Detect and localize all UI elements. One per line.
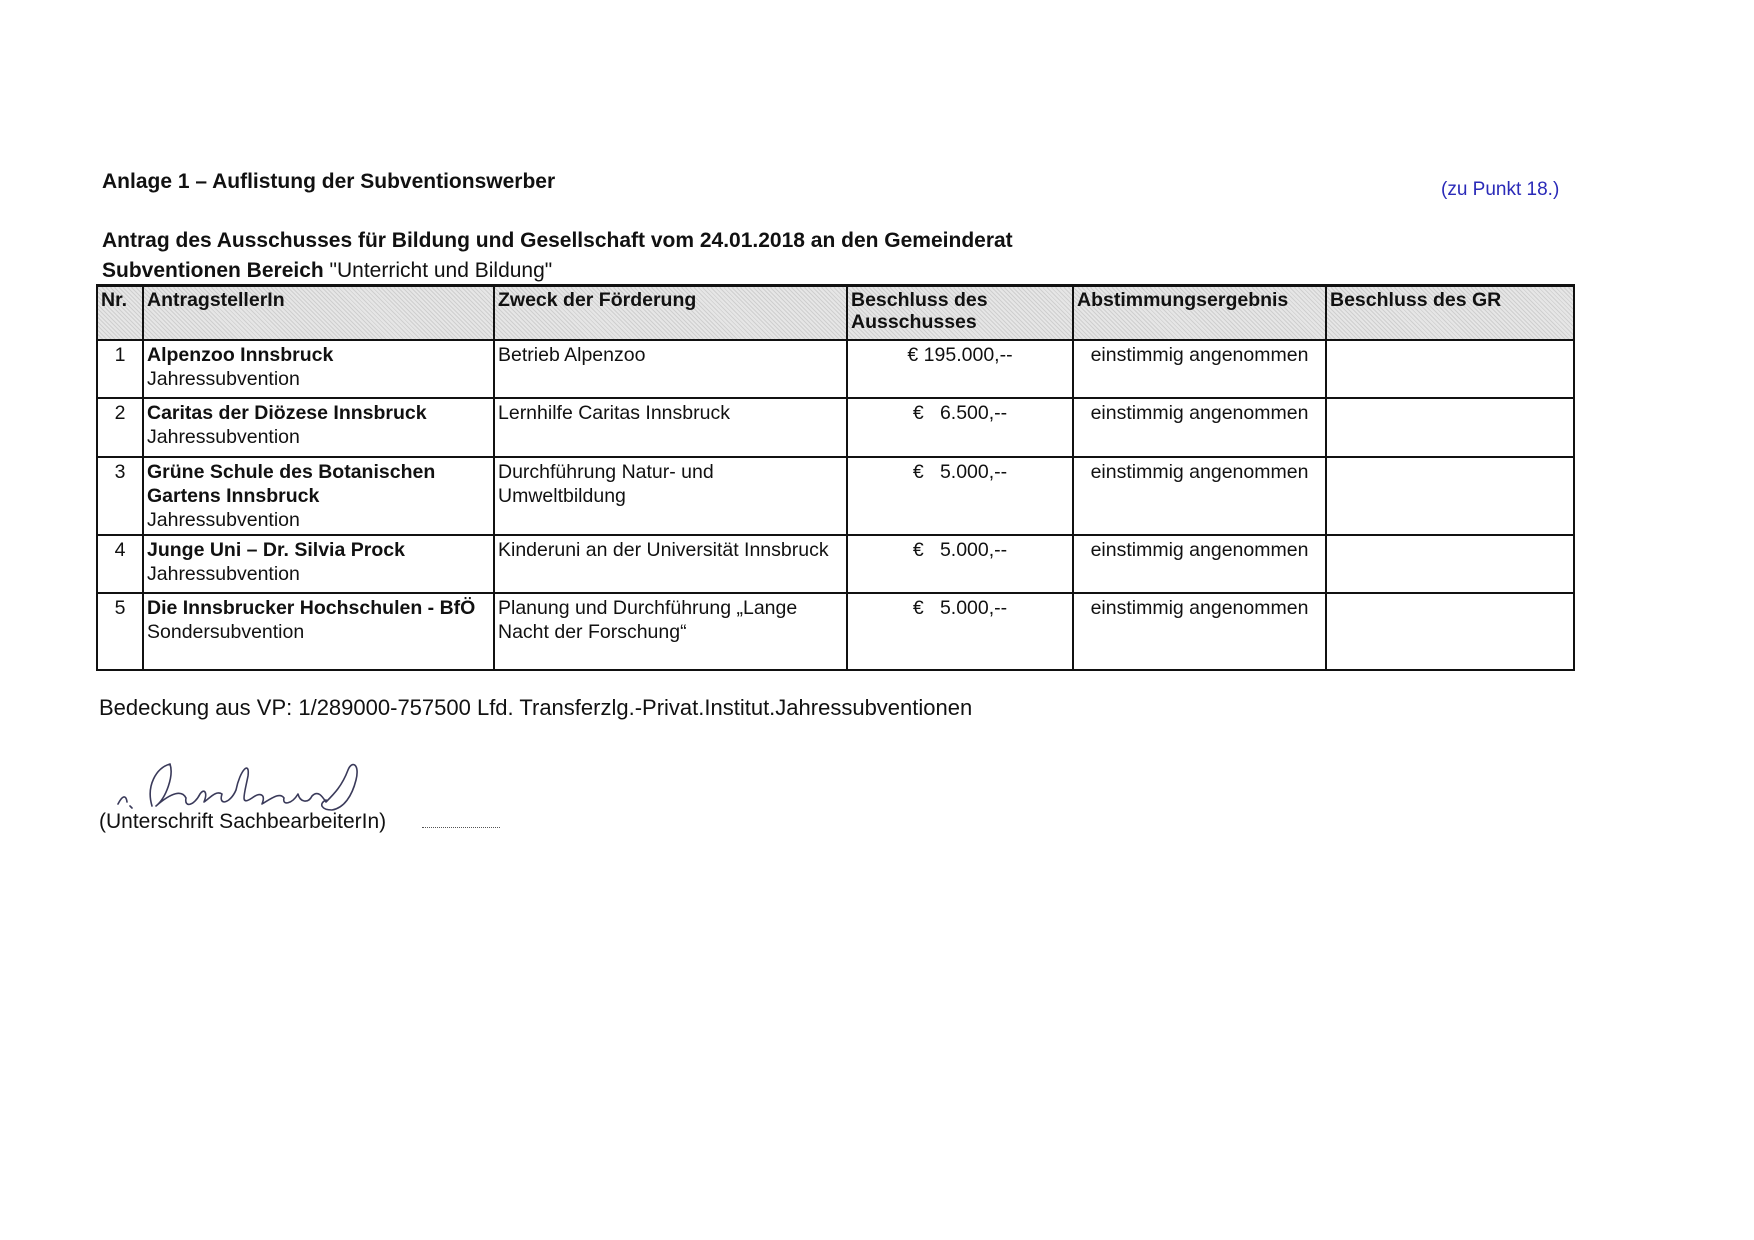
budget-coverage-note: Bedeckung aus VP: 1/289000-757500 Lfd. Transferzlg.-Privat.Institut.Jahressubventionen — [99, 695, 973, 720]
cell-purpose: Planung und Durchführung „Lange Nacht der Forschung“ — [494, 593, 847, 670]
cell-council-decision — [1326, 457, 1574, 535]
header-council-decision: Beschluss des GR — [1326, 286, 1574, 341]
cell-amount: € 5.000,-- — [847, 593, 1073, 670]
subsidy-type: Jahressubvention — [147, 563, 300, 585]
subsidy-table — [96, 284, 1575, 671]
header-vote-result: Abstimmungsergebnis — [1073, 286, 1326, 341]
cell-amount: € 5.000,-- — [847, 535, 1073, 593]
cell-nr: 5 — [97, 593, 143, 670]
cell-purpose: Kinderuni an der Universität Innsbruck — [494, 535, 847, 593]
cell-council-decision — [1326, 535, 1574, 593]
header-nr: Nr. — [97, 286, 143, 341]
header-applicant: AntragstellerIn — [143, 286, 494, 341]
cell-nr: 1 — [97, 340, 143, 398]
applicant-name: Caritas der Diözese Innsbruck — [147, 402, 427, 424]
cell-vote-result: einstimmig angenommen — [1073, 340, 1326, 398]
cell-nr: 3 — [97, 457, 143, 535]
section-heading-bold: Subventionen Bereich — [102, 259, 324, 282]
cell-purpose: Betrieb Alpenzoo — [494, 340, 847, 398]
applicant-name: Junge Uni – Dr. Silvia Prock — [147, 539, 405, 561]
table-row — [97, 457, 1574, 535]
cell-nr: 4 — [97, 535, 143, 593]
section-heading — [102, 259, 552, 283]
header-purpose: Zweck der Förderung — [494, 286, 847, 341]
cell-amount: € 195.000,-- — [847, 340, 1073, 398]
cell-vote-result: einstimmig angenommen — [1073, 457, 1326, 535]
cell-vote-result: einstimmig angenommen — [1073, 535, 1326, 593]
cell-council-decision — [1326, 398, 1574, 457]
section-heading-rest: "Unterricht und Bildung" — [323, 259, 553, 282]
applicant-name: Grüne Schule des Botanischen Gartens Innsbruck — [147, 461, 436, 507]
cell-applicant — [143, 593, 494, 670]
table-row — [97, 535, 1574, 593]
table-row — [97, 340, 1574, 398]
subsidy-type: Jahressubvention — [147, 509, 300, 531]
cell-nr: 2 — [97, 398, 143, 457]
subsidy-type: Sondersubvention — [147, 621, 305, 643]
signature-label: (Unterschrift SachbearbeiterIn) — [99, 810, 387, 833]
table-row — [97, 593, 1574, 670]
cell-purpose: Lernhilfe Caritas Innsbruck — [494, 398, 847, 457]
document-title: Anlage 1 – Auflistung der Subventionswerber — [102, 170, 556, 193]
table-row — [97, 398, 1574, 457]
cell-vote-result: einstimmig angenommen — [1073, 593, 1326, 670]
signature-line — [422, 827, 500, 828]
cell-applicant — [143, 340, 494, 398]
applicant-name: Alpenzoo Innsbruck — [147, 344, 334, 366]
cell-purpose: Durchführung Natur- und Umweltbildung — [494, 457, 847, 535]
motion-heading: Antrag des Ausschusses für Bildung und Gesellschaft vom 24.01.2018 an den Gemeinderat — [102, 229, 1013, 252]
subsidy-type: Jahressubvention — [147, 368, 300, 390]
cell-council-decision — [1326, 593, 1574, 670]
header-committee-decision: Beschluss des Ausschusses — [847, 286, 1073, 341]
cell-vote-result: einstimmig angenommen — [1073, 398, 1326, 457]
applicant-name: Die Innsbrucker Hochschulen - BfÖ — [147, 597, 476, 619]
subsidy-type: Jahressubvention — [147, 426, 300, 448]
cell-applicant — [143, 398, 494, 457]
cell-applicant — [143, 535, 494, 593]
agenda-reference: (zu Punkt 18.) — [1441, 179, 1560, 200]
cell-applicant — [143, 457, 494, 535]
table-header-row — [97, 286, 1574, 341]
cell-amount: € 6.500,-- — [847, 398, 1073, 457]
cell-amount: € 5.000,-- — [847, 457, 1073, 535]
cell-council-decision — [1326, 340, 1574, 398]
